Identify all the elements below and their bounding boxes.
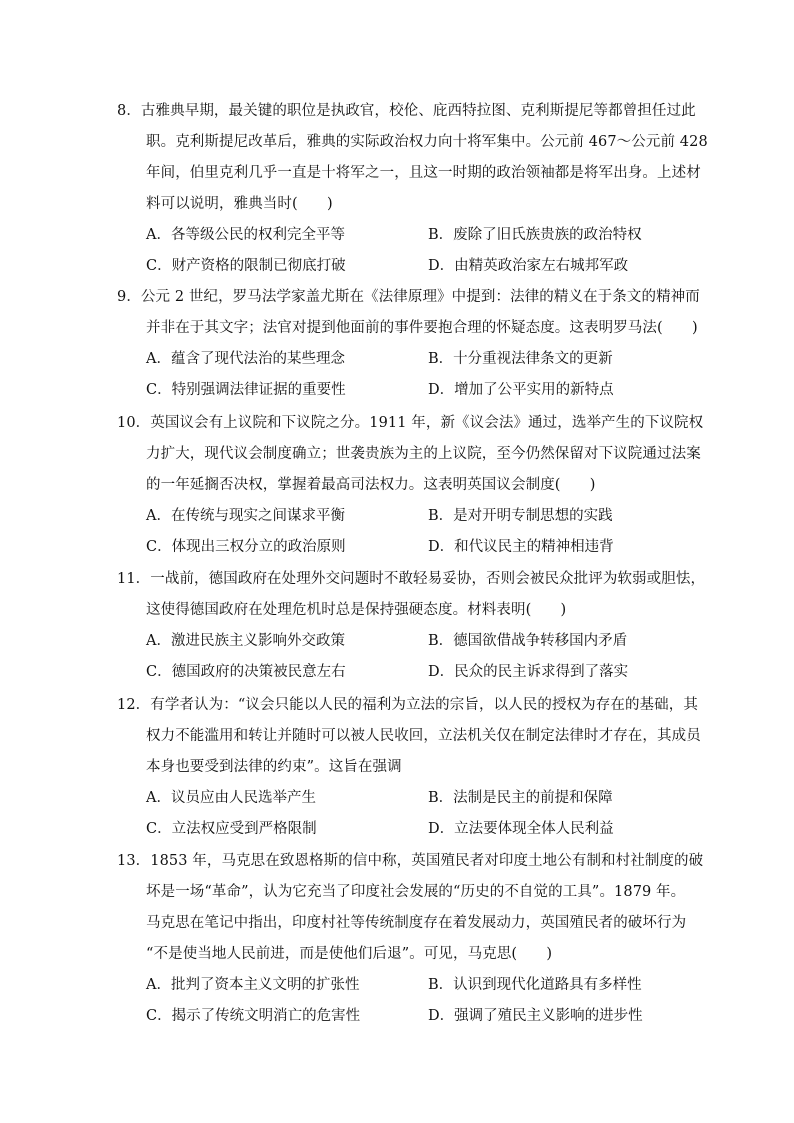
question-9	[117, 282, 700, 406]
option-a: A．议员应由人民选举产生	[146, 790, 316, 806]
question-stem-line: 料可以说明，雅典当时( )	[146, 196, 333, 212]
option-c: C．立法权应受到严格限制	[146, 821, 317, 837]
question-13	[117, 846, 704, 1032]
option-b: B．是对开明专制思想的实践	[428, 508, 613, 524]
question-stem-line: “不是使当地人民前进，而是使他们后退”。可见，马克思( )	[146, 946, 553, 962]
options-row	[117, 626, 677, 657]
options-row	[117, 783, 677, 814]
option-c: C．财产资格的限制已彻底打破	[146, 258, 346, 274]
question-stem-line: 这使得德国政府在处理危机时总是保持强硬态度。材料表明( )	[146, 602, 567, 618]
question-stem-line: 8．古雅典早期，最关键的职位是执政官，校伦、庇西特拉图、克利斯提尼等都曾担任过此	[117, 103, 696, 119]
option-a: A．批判了资本主义文明的扩张性	[146, 977, 360, 993]
option-d: D．民众的民主诉求得到了落实	[428, 664, 629, 680]
question-11	[117, 564, 706, 688]
option-d: D．立法要体现全体人民利益	[428, 821, 614, 837]
question-stem-line: 职。克利斯提尼改革后，雅典的实际政治权力向十将军集中。公元前 467～公元前 428	[146, 134, 708, 150]
option-b: B．十分重视法律条文的更新	[428, 351, 613, 367]
options-row	[117, 501, 677, 532]
options-row	[117, 814, 677, 845]
options-row	[117, 251, 677, 282]
question-stem-line: 本身也要受到法律的约束”。这旨在强调	[146, 759, 402, 775]
question-stem-line: 12．有学者认为：“议会只能以人民的福利为立法的宗旨，以人民的授权为存在的基础，其	[117, 697, 698, 713]
question-8	[117, 96, 708, 282]
question-stem-line: 13．1853 年，马克思在致恩格斯的信中称，英国殖民者对印度土地公有制和村社制度的破	[117, 853, 704, 869]
question-stem-line: 马克思在笔记中指出，印度村社等传统制度存在着发展动力，英国殖民者的破坏行为	[146, 915, 687, 931]
option-a: A．激进民族主义影响外交政策	[146, 633, 345, 649]
option-c: C．德国政府的决策被民意左右	[146, 664, 346, 680]
option-a: A．各等级公民的权利完全平等	[146, 227, 345, 243]
options-row	[117, 657, 677, 688]
options-row	[117, 970, 677, 1001]
option-b: B．法制是民主的前提和保障	[428, 790, 613, 806]
question-stem-line: 力扩大，现代议会制度确立；世袭贵族为主的上议院，至今仍然保留对下议院通过法案	[146, 446, 701, 462]
question-stem-line: 10．英国议会有上议院和下议院之分。1911 年，新《议会法》通过，选举产生的下议院权	[117, 415, 704, 431]
option-a: A．在传统与现实之间谋求平衡	[146, 508, 345, 524]
option-c: C．揭示了传统文明消亡的危害性	[146, 1008, 361, 1024]
option-b: B．废除了旧氏族贵族的政治特权	[428, 227, 642, 243]
option-a: A．蕴含了现代法治的某些理念	[146, 351, 345, 367]
options-row	[117, 375, 677, 406]
option-b: B．德国欲借战争转移国内矛盾	[428, 633, 628, 649]
option-d: D．强调了殖民主义影响的进步性	[428, 1008, 643, 1024]
options-row	[117, 344, 677, 375]
question-12	[117, 690, 701, 845]
question-stem-line: 权力不能滥用和转让并随时可以被人民收回，立法机关仅在制定法律时才存在，其成员	[146, 728, 701, 744]
option-d: D．由精英政治家左右城邦军政	[428, 258, 629, 274]
question-stem-line: 的一年延搁否决权，掌握着最高司法权力。这表明英国议会制度( )	[146, 477, 596, 493]
option-c: C．体现出三权分立的政治原则	[146, 539, 346, 555]
question-stem-line: 年间，伯里克利几乎一直是十将军之一，且这一时期的政治领袖都是将军出身。上述材	[146, 165, 701, 181]
option-b: B．认识到现代化道路具有多样性	[428, 977, 642, 993]
option-d: D．增加了公平实用的新特点	[428, 382, 614, 398]
option-d: D．和代议民主的精神相违背	[428, 539, 614, 555]
option-c: C．特别强调法律证据的重要性	[146, 382, 346, 398]
question-stem-line: 并非在于其文字；法官对提到他面前的事件要抱合理的怀疑态度。这表明罗马法( )	[146, 320, 698, 336]
options-row	[117, 220, 677, 251]
question-stem-line: 9．公元 2 世纪，罗马法学家盖尤斯在《法律原理》中提到：法律的精义在于条文的精神而	[117, 289, 700, 305]
question-stem-line: 坏是一场“革命”，认为它充当了印度社会发展的“历史的不自觉的工具”。1879 年。	[146, 884, 686, 900]
options-row	[117, 1001, 677, 1032]
question-10	[117, 408, 704, 563]
options-row	[117, 532, 677, 563]
question-stem-line: 11．一战前，德国政府在处理外交问题时不敢轻易妥协，否则会被民众批评为软弱或胆怯，	[117, 571, 706, 587]
